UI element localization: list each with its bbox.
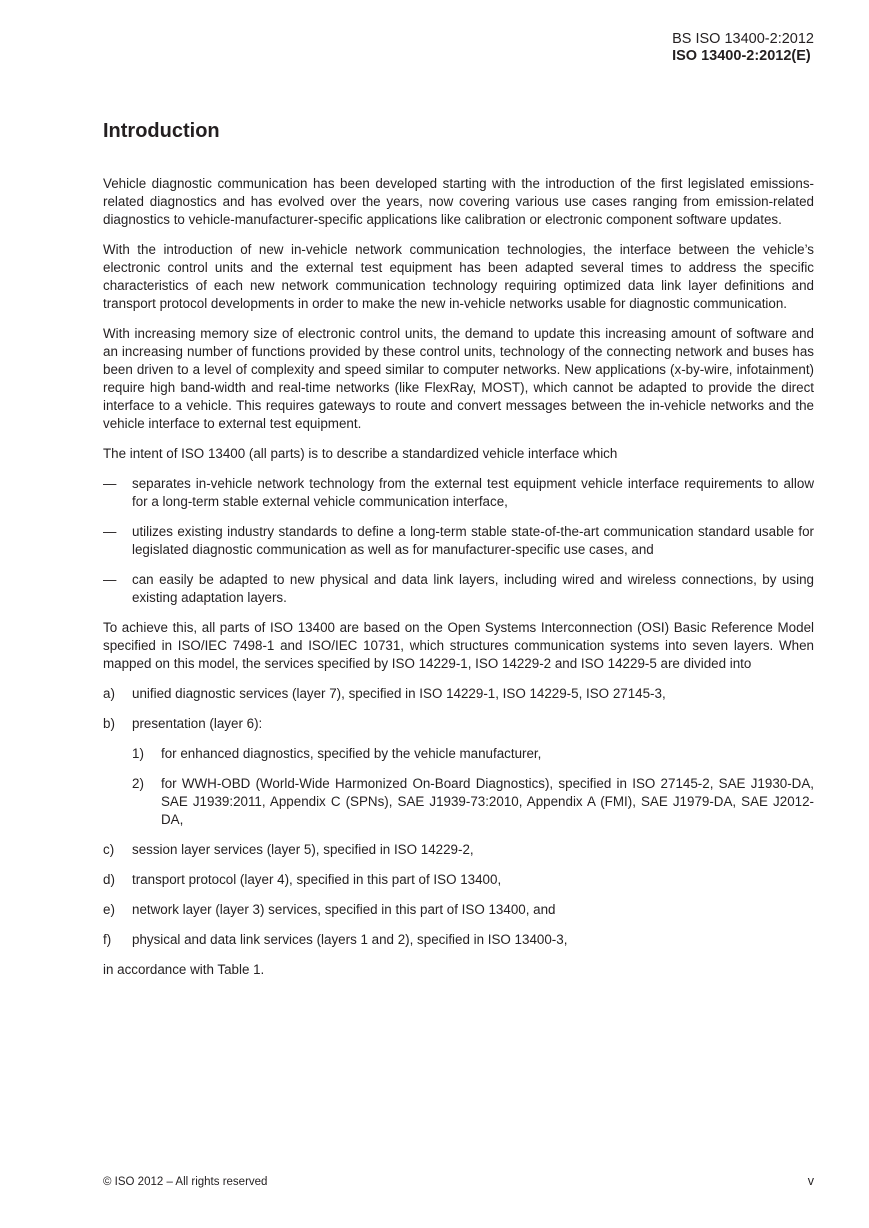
list-marker: —: [103, 524, 117, 539]
list-item: [132, 745, 814, 763]
list-item: [103, 931, 814, 949]
list-item-text: network layer (layer 3) services, specified in this part of ISO 13400, and: [132, 902, 556, 917]
dash-list: [103, 475, 814, 607]
introduction-section: [103, 118, 814, 991]
list-item-text: session layer services (layer 5), specified in ISO 14229-2,: [132, 842, 474, 857]
list-item-text: presentation (layer 6):: [132, 716, 263, 731]
list-marker: —: [103, 476, 117, 491]
document-header: [672, 31, 814, 65]
list-marker: 1): [132, 746, 144, 761]
page-number: v: [807, 1174, 814, 1188]
iso-standard-number: ISO 13400-2:2012(E): [672, 48, 811, 64]
list-marker: f): [103, 932, 112, 947]
paragraph: The intent of ISO 13400 (all parts) is to describe a standardized vehicle interface which: [103, 446, 618, 461]
list-marker: b): [103, 716, 115, 731]
list-item-text: can easily be adapted to new physical and data link layers, including wired and wireless connections, by using existing adaptation layers.: [132, 572, 814, 605]
list-item-text: for WWH-OBD (World-Wide Harmonized On-Board Diagnostics), specified in ISO 27145-2, SAE J1930-DA, SAE J1939:2011, Appendix C (SPNs), SAE J1939-73:2010, Appendix A (FMI), SAE J1979-DA, SAE J2012-DA,: [161, 776, 814, 827]
list-item: [103, 901, 814, 919]
list-item-text: unified diagnostic services (layer 7), specified in ISO 14229-1, ISO 14229-5, ISO 27145-3,: [132, 686, 666, 701]
list-marker: 2): [132, 776, 144, 791]
list-marker: —: [103, 572, 117, 587]
section-title: Introduction: [103, 120, 220, 142]
paragraph: With the introduction of new in-vehicle network communication technologies, the interface between the vehicle’s electronic control units and the external test equipment has been adapted several times to address the specific characteristics of each new network communication technology requiring optimized data link layer definitions and transport protocol developments in order to make the new in-vehicle networks usable for diagnostic communication.: [103, 242, 814, 311]
layer-list: [103, 685, 814, 949]
list-item-text: for enhanced diagnostics, specified by the vehicle manufacturer,: [161, 746, 542, 761]
list-item: [103, 571, 814, 607]
list-item: [103, 871, 814, 889]
paragraph: To achieve this, all parts of ISO 13400 are based on the Open Systems Interconnection (OSI) Basic Reference Model specified in ISO/IEC 7498-1 and ISO/IEC 10731, which structures communication systems into seven layers. When mapped on this model, the services specified by ISO 14229-1, ISO 14229-2 and ISO 14229-5 are divided into: [103, 620, 814, 671]
list-marker: d): [103, 872, 115, 887]
list-marker: e): [103, 902, 115, 917]
list-item-text: transport protocol (layer 4), specified in this part of ISO 13400,: [132, 872, 502, 887]
list-item-text: utilizes existing industry standards to define a long-term stable state-of-the-art communication standard usable for legislated diagnostic communication as well as for manufacturer-specific use cases, and: [132, 524, 814, 557]
list-item: [132, 775, 814, 829]
copyright-notice: © ISO 2012 – All rights reserved: [103, 1176, 268, 1188]
list-item: [103, 685, 814, 703]
closing-text: in accordance with Table 1.: [103, 962, 265, 977]
list-item-text: physical and data link services (layers 1 and 2), specified in ISO 13400-3,: [132, 932, 568, 947]
paragraph: With increasing memory size of electronic control units, the demand to update this increasing amount of software and an increasing number of functions provided by these control units, technology of the connecting network and buses has been driven to a level of complexity and speed similar to computer networks. New applications (x-by-wire, infotainment) require high band-width and real-time networks (like FlexRay, MOST), which cannot be adapted to provide the direct interface to a vehicle. This requires gateways to route and convert messages between the in-vehicle networks and the vehicle interface to external test equipment.: [103, 326, 814, 431]
bs-standard-number: BS ISO 13400-2:2012: [672, 31, 814, 47]
list-item-text: separates in-vehicle network technology from the external test equipment vehicle interface requirements to allow for a long-term stable external vehicle communication interface,: [132, 476, 814, 509]
list-marker: a): [103, 686, 115, 701]
list-item: [103, 475, 814, 511]
list-item: [103, 715, 814, 733]
paragraph: Vehicle diagnostic communication has been developed starting with the introduction of the first legislated emissions-related diagnostics and has evolved over the years, now covering various use cases ranging from emission-related diagnostics to vehicle-manufacturer-specific applications like calibration or electronic component software updates.: [103, 176, 814, 227]
list-item: [103, 841, 814, 859]
list-item: [103, 523, 814, 559]
list-marker: c): [103, 842, 115, 857]
sub-list: [132, 745, 814, 829]
